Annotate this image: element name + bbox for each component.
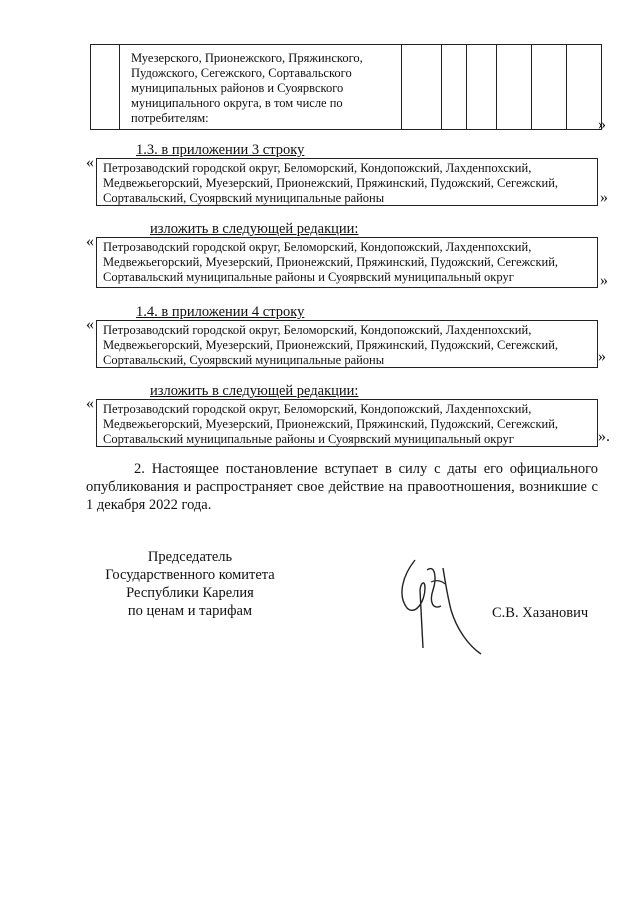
close-quote: » xyxy=(600,189,608,206)
signatory-title-line: Республики Карелия xyxy=(126,585,254,601)
table-divider xyxy=(441,45,442,129)
replace-label-1: изложить в следующей редакции: xyxy=(150,221,359,237)
close-quote-final: ». xyxy=(598,428,610,445)
signatory-title-line: Государственного комитета xyxy=(105,567,275,583)
open-quote: « xyxy=(86,395,94,412)
open-quote: « xyxy=(86,316,94,333)
signatory-title xyxy=(90,548,290,620)
table-divider xyxy=(496,45,497,129)
top-table xyxy=(90,44,602,130)
table-divider xyxy=(401,45,402,129)
row-box-new-4: Петрозаводский городской округ, Беломорский, Кондопожский, Лахденпохский, Медвежьегорский, Муезерский, Прионежский, Пряжинский, Пудожский, Сегежский, Сортавальский муниципальные районы и Суоярвский муниципальный округ xyxy=(96,399,598,447)
close-quote: » xyxy=(598,348,606,365)
table-divider xyxy=(119,45,120,129)
close-quote: » xyxy=(600,272,608,289)
paragraph-2: 2. Настоящее постановление вступает в силу с даты его официального опубликования и распространяет свое действие на правоотношения, возникшие с 1 декабря 2022 года. xyxy=(86,461,598,513)
table-cell-text: Муезерского, Прионежского, Пряжинского, Пудожского, Сегежского, Сортавальского муниципальных районов и Суоярвского муниципального округа, в том числе по потребителям: xyxy=(131,51,363,125)
row-box-old-4: Петрозаводский городской округ, Беломорский, Кондопожский, Лахденпохский, Медвежьегорский, Муезерский, Прионежский, Пряжинский, Пудожский, Сегежский, Сортавальский, Суоярвский муниципальные районы xyxy=(96,320,598,368)
open-quote: « xyxy=(86,233,94,250)
item-1-4: 1.4. в приложении 4 строку xyxy=(136,304,305,320)
table-divider xyxy=(566,45,567,129)
signatory-name: С.В. Хазанович xyxy=(492,605,589,621)
close-quote: » xyxy=(598,116,606,133)
signatory-title-line: по ценам и тарифам xyxy=(127,603,253,619)
row-box-old-3: Петрозаводский городской округ, Беломорский, Кондопожский, Лахденпохский, Медвежьегорский, Муезерский, Прионежский, Пряжинский, Пудожский, Сегежский, Сортавальский, Суоярвский муниципальные районы xyxy=(96,158,598,206)
item-1-3: 1.3. в приложении 3 строку xyxy=(136,142,305,158)
table-divider xyxy=(466,45,467,129)
open-quote: « xyxy=(86,154,94,171)
row-box-new-3: Петрозаводский городской округ, Беломорский, Кондопожский, Лахденпохский, Медвежьегорский, Муезерский, Прионежский, Пряжинский, Пудожский, Сегежский, Сортавальский муниципальные районы и Суоярвский муниципальный округ xyxy=(96,237,598,288)
table-divider xyxy=(531,45,532,129)
replace-label-2: изложить в следующей редакции: xyxy=(150,383,359,399)
handwritten-signature xyxy=(385,550,495,662)
signatory-title-line: Председатель xyxy=(147,549,233,565)
